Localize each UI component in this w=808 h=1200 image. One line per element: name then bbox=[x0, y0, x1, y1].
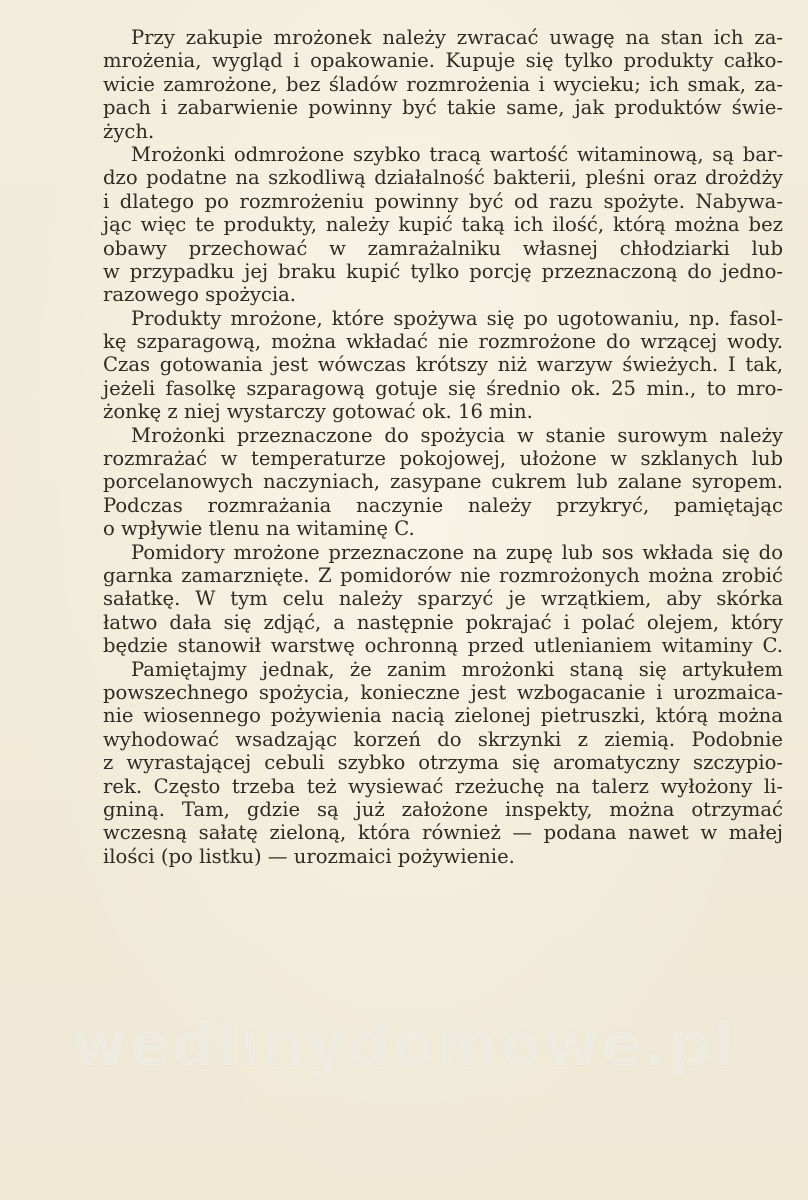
text-line: wicie zamrożone, bez śladów rozmrożenia i wycieku; ich smak, za- bbox=[103, 72, 783, 96]
text-line: Mrożonki przeznaczone do spożycia w stanie surowym należy bbox=[131, 423, 783, 447]
text-line: razowego spożycia. bbox=[103, 283, 297, 307]
text-line: jeżeli fasolkę szparagową gotuje się średnio ok. 25 min., to mro- bbox=[103, 376, 783, 400]
text-line: nie wiosennego pożywienia nacią zielonej pietruszki, którą można bbox=[103, 704, 783, 728]
body-text bbox=[103, 26, 783, 868]
text-line: Podczas rozmrażania naczynie należy przykryć, pamiętając bbox=[103, 493, 783, 517]
text-line: Czas gotowania jest wówczas krótszy niż warzyw świeżych. I tak, bbox=[103, 353, 783, 377]
text-line: wyhodować wsadzając korzeń do skrzynki z ziemią. Podobnie bbox=[103, 727, 783, 751]
text-line: powszechnego spożycia, konieczne jest wzbogacanie i urozmaica- bbox=[103, 680, 783, 704]
text-line: łatwo dała się zdjąć, a następnie pokrajać i polać olejem, który bbox=[103, 610, 783, 634]
text-line: rek. Często trzeba też wysiewać rzeżuchę na talerz wyłożony li- bbox=[103, 774, 783, 798]
text-line: sałatkę. W tym celu należy sparzyć je wrzątkiem, aby skórka bbox=[103, 587, 783, 611]
text-line: garnka zamarznięte. Z pomidorów nie rozmrożonych można zrobić bbox=[103, 563, 783, 587]
text-line: porcelanowych naczyniach, zasypane cukrem lub zalane syropem. bbox=[103, 470, 783, 494]
text-line: Mrożonki odmrożone szybko tracą wartość witaminową, są bar- bbox=[131, 142, 783, 166]
text-line: o wpływie tlenu na witaminę C. bbox=[103, 517, 415, 541]
text-line: gniną. Tam, gdzie są już założone inspekty, można otrzymać bbox=[103, 797, 783, 821]
watermark: wedlinydomowe.pl bbox=[71, 1010, 737, 1080]
text-line: jąc więc te produkty, należy kupić taką ich ilość, którą można bez bbox=[103, 213, 783, 237]
text-line: Przy zakupie mrożonek należy zwracać uwagę na stan ich za- bbox=[131, 26, 783, 49]
text-line: wczesną sałatę zieloną, która również — podana nawet w małej bbox=[103, 821, 783, 845]
text-line: Pomidory mrożone przeznaczone na zupę lub sos wkłada się do bbox=[131, 540, 783, 564]
text-line: pach i zabarwienie powinny być takie same, jak produktów świe- bbox=[103, 96, 783, 120]
text-line: mrożenia, wygląd i opakowanie. Kupuje się tylko produkty całko- bbox=[103, 49, 783, 73]
text-line: kę szparagową, można wkładać nie rozmrożone do wrzącej wody. bbox=[103, 330, 783, 354]
text-line: żych. bbox=[103, 119, 155, 143]
text-line: będzie stanowił warstwę ochronną przed utlenianiem witaminy C. bbox=[103, 634, 783, 658]
text-line: ilości (po listku) — urozmaici pożywienie. bbox=[103, 844, 515, 868]
text-line: Pamiętajmy jednak, że zanim mrożonki staną się artykułem bbox=[131, 657, 783, 681]
text-line: i dlatego po rozmrożeniu powinny być od razu spożyte. Nabywa- bbox=[103, 189, 783, 213]
text-line: żonkę z niej wystarczy gotować ok. 16 min. bbox=[103, 400, 533, 424]
text-line: Produkty mrożone, które spożywa się po ugotowaniu, np. fasol- bbox=[131, 306, 783, 330]
text-line: obawy przechować w zamrażalniku własnej chłodziarki lub bbox=[103, 236, 783, 260]
text-line: w przypadku jej braku kupić tylko porcję przeznaczoną do jedno- bbox=[103, 259, 783, 283]
text-line: dzo podatne na szkodliwą działalność bakterii, pleśni oraz drożdży bbox=[103, 166, 783, 190]
text-line: rozmrażać w temperaturze pokojowej, ułożone w szklanych lub bbox=[103, 447, 783, 471]
text-line: z wyrastającej cebuli szybko otrzyma się aromatyczny szczypio- bbox=[103, 751, 783, 775]
